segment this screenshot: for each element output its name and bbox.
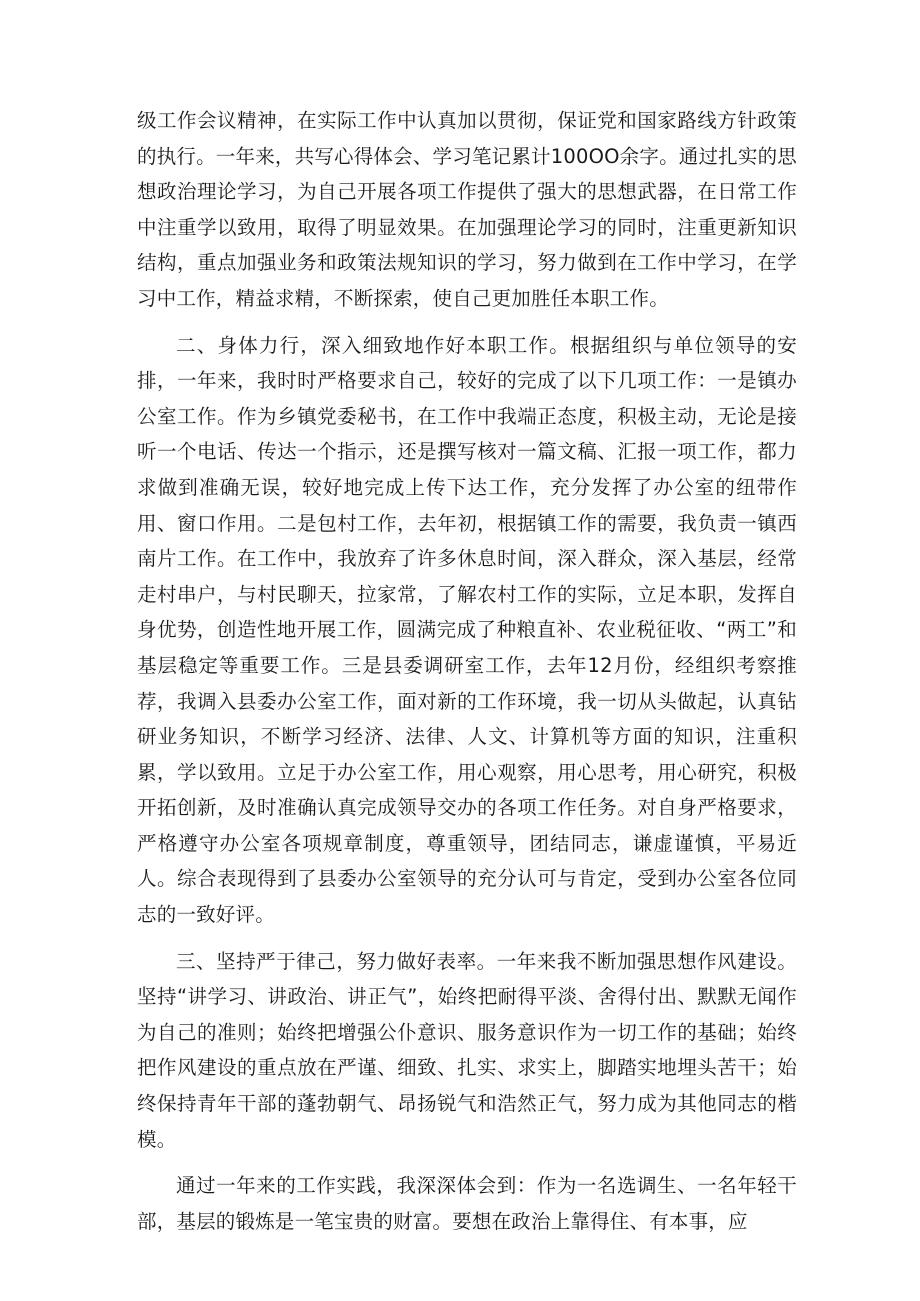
paragraph-2: 二、身体力行，深入细致地作好本职工作。根据组织与单位领导的安排，一年来，我时时严格要求自己，较好的完成了以下几项工作：一是镇办公室工作。作为乡镇党委秘书，在工作中我端正态度，积极主动，无论是接听一个电话、传达一个指示，还是撰写核对一篇文稿、汇报一项工作，都力求做到准确无误，较好地完成上传下达工作，充分发挥了办公室的纽带作用、窗口作用。二是包村工作，去年初，根据镇工作的需要，我负责一镇西南片工作。在工作中，我放弃了许多休息时间，深入群众，深入基层，经常走村串户，与村民聊天，拉家常，了解农村工作的实际，立足本职，发挥自身优势，创造性地开展工作，圆满完成了种粮直补、农业税征收、“两工”和基层稳定等重要工作。三是县委调研室工作，去年12月份，经组织考察推荐，我调入县委办公室工作，面对新的工作环境，我一切从头做起，认真钻研业务知识，不断学习经济、法律、人文、计算机等方面的知识，注重积累，学以致用。立足于办公室工作，用心观察，用心思考，用心研究，积极开拓创新，及时准确认真完成领导交办的各项工作任务。对自身严格要求，严格遵守办公室各项规章制度，尊重领导，团结同志，谦虚谨慎，平易近人。综合表现得到了县委办公室领导的充分认可与肯定，受到办公室各位同志的一致好评。 xyxy=(137,333,797,927)
paragraph-4: 通过一年来的工作实践，我深深体会到：作为一名选调生、一名年轻干部，基层的锻炼是一笔宝贵的财富。要想在政治上靠得住、有本事，应 xyxy=(137,1174,797,1233)
document-body xyxy=(137,103,797,1250)
paragraph-3: 三、坚持严于律己，努力做好表率。一年来我不断加强思想作风建设。坚持“讲学习、讲政治、讲正气”，始终把耐得平淡、舍得付出、默默无闻作为自己的准则；始终把增强公仆意识、服务意识作为一切工作的基础；始终把作风建设的重点放在严谨、细致、扎实、求实上，脚踏实地埋头苦干；始终保持青年干部的蓬勃朝气、昂扬锐气和浩然正气，努力成为其他同志的楷模。 xyxy=(137,949,797,1151)
paragraph-1: 级工作会议精神，在实际工作中认真加以贯彻，保证党和国家路线方针政策的执行。一年来，共写心得体会、学习笔记累计100OO余字。通过扎实的思想政治理论学习，为自己开展各项工作提供了强大的思想武器，在日常工作中注重学以致用，取得了明显效果。在加强理论学习的同时，注重更新知识结构，重点加强业务和政策法规知识的学习，努力做到在工作中学习，在学习中工作，精益求精，不断探索，使自己更加胜任本职工作。 xyxy=(137,109,797,310)
